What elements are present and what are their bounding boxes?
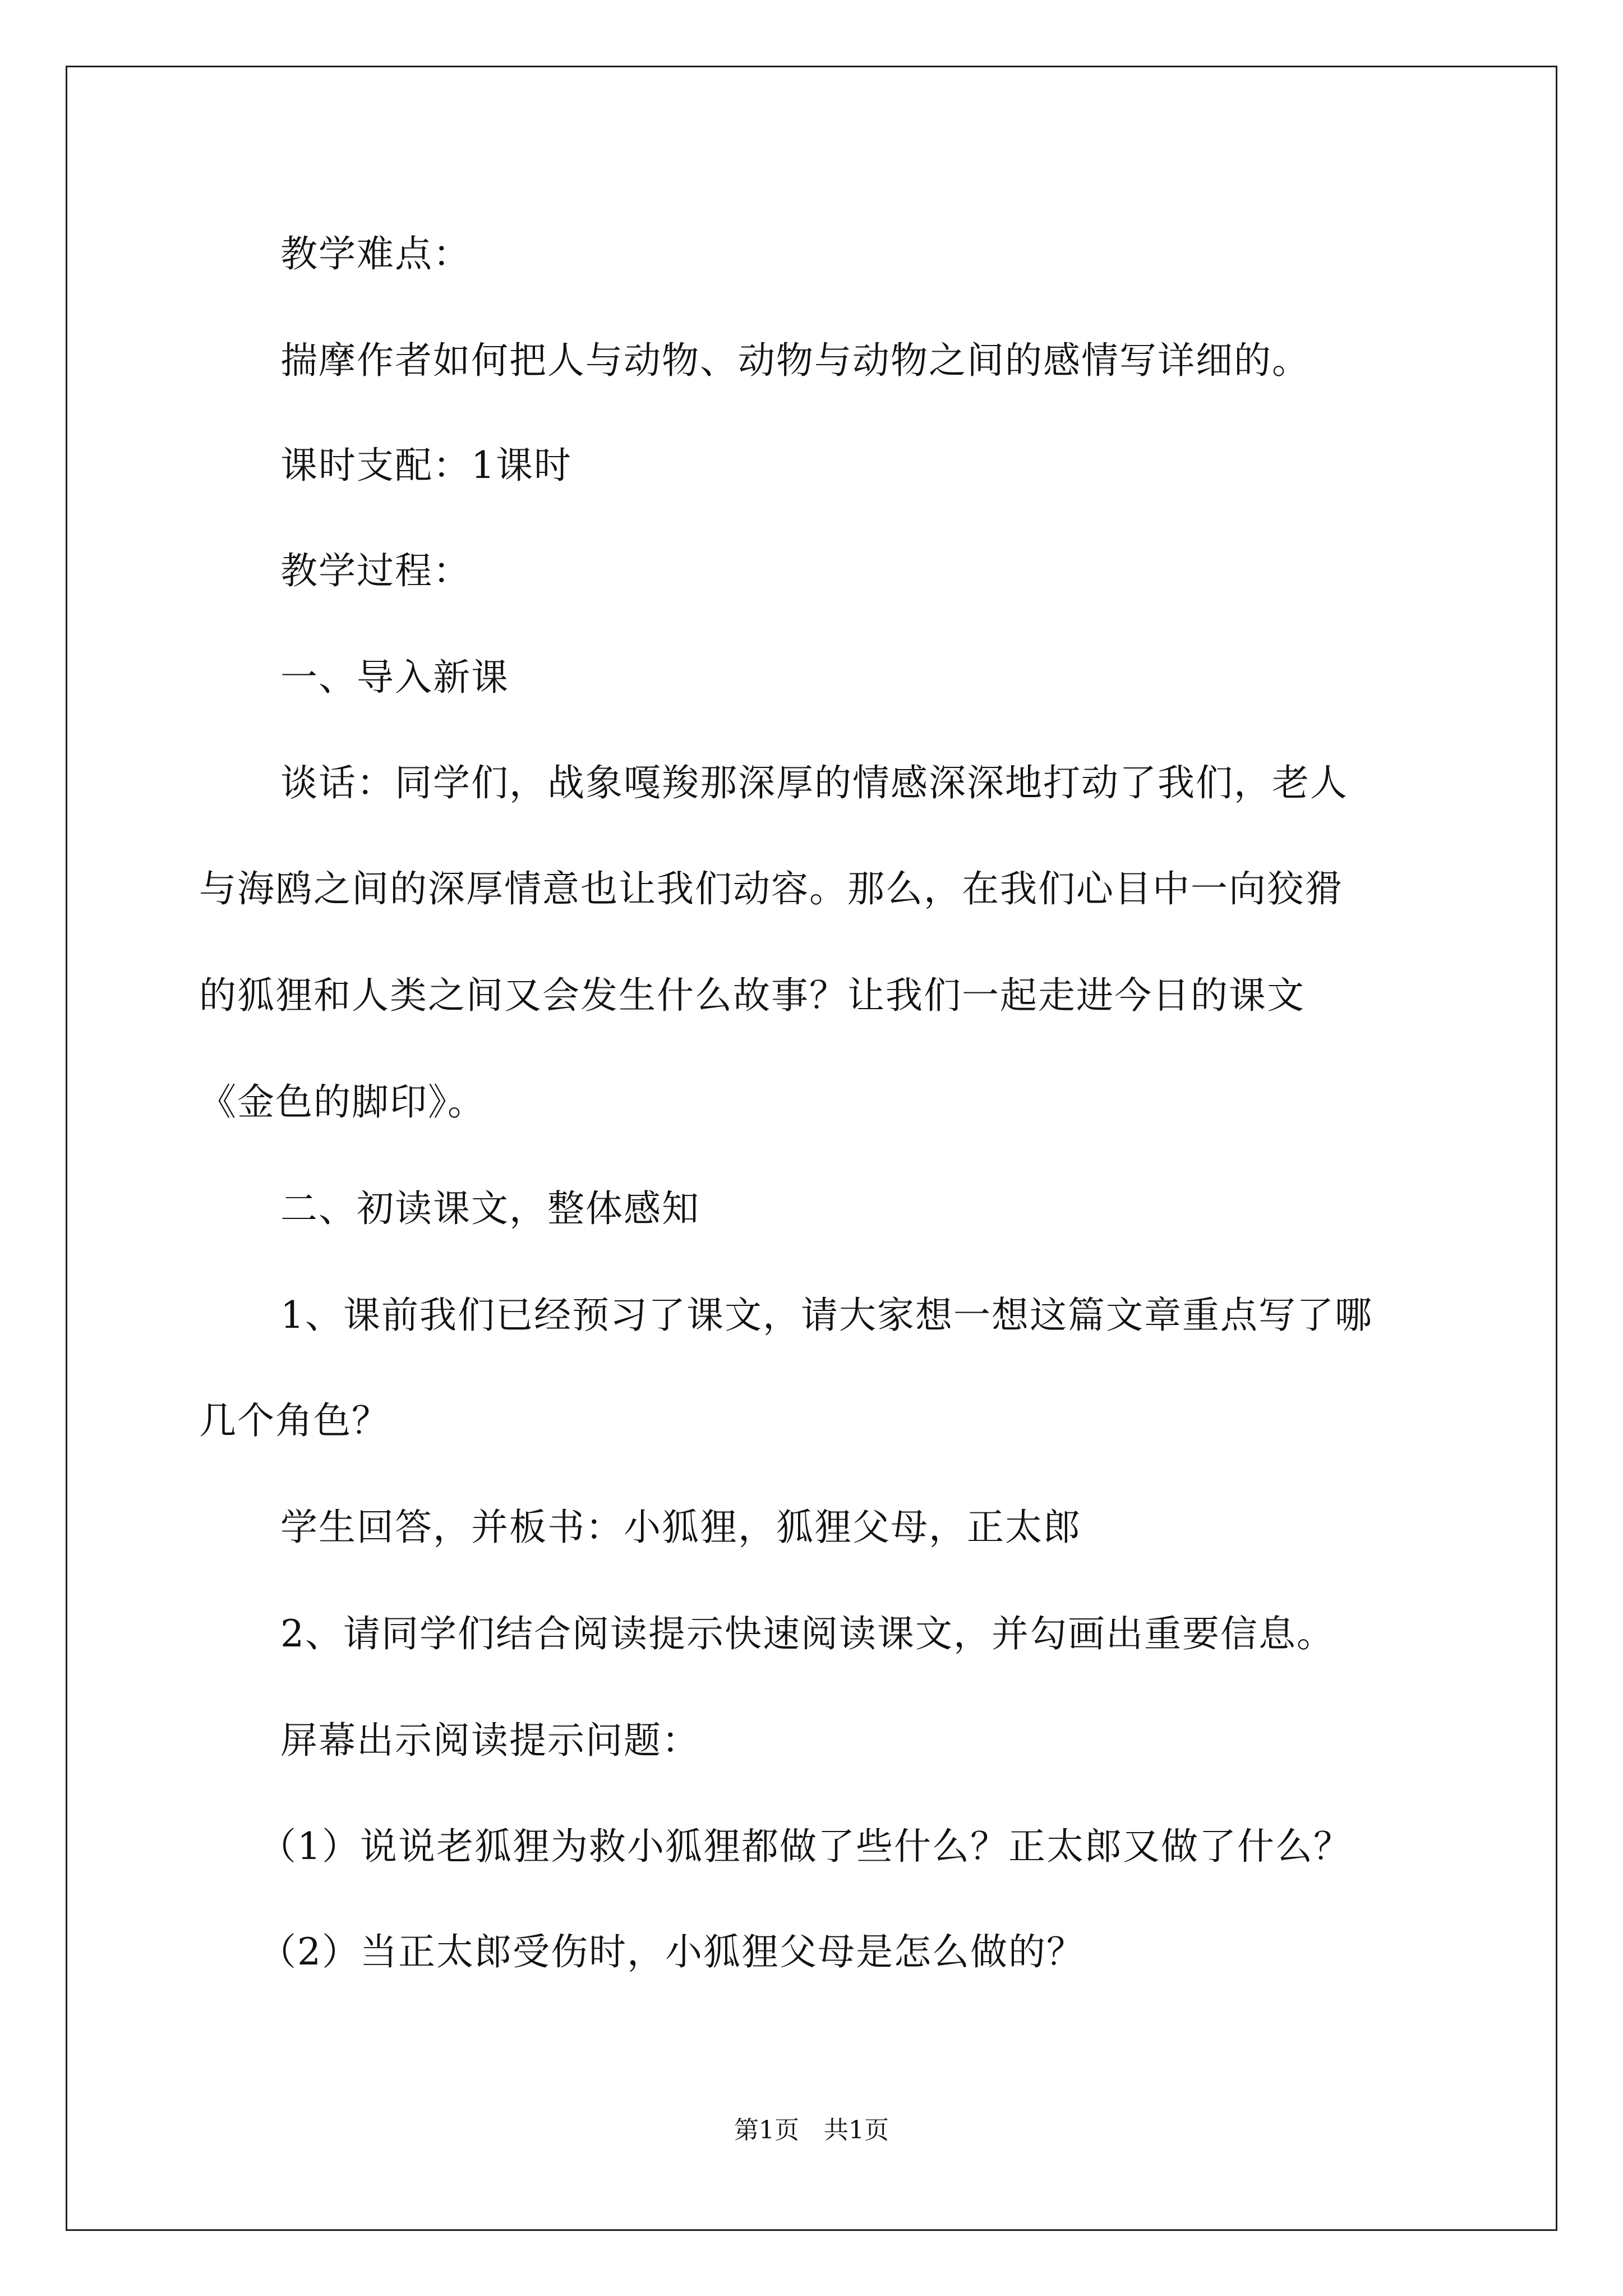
page-border — [66, 66, 1557, 2231]
text-line-difficulty-content: 揣摩作者如何把人与动物、动物与动物之间的感情写详细的。 — [280, 339, 1310, 382]
text-line-prompt-one: （1）说说老狐狸为救小狐狸都做了些什么？正太郎又做了什么？ — [259, 1825, 1352, 1868]
text-line-prompt-two: （2）当正太郎受伤时，小狐狸父母是怎么做的？ — [259, 1930, 1085, 1973]
text-line-paragraph: 谈话：同学们，战象嘎羧那深厚的情感深深地打动了我们，老人 — [280, 761, 1348, 804]
text-line-difficulty-heading: 教学难点： — [280, 232, 471, 275]
text-line-paragraph: 《金色的脚印》。 — [199, 1080, 486, 1124]
page-footer: 第1页 共1页 — [734, 2116, 889, 2145]
text-line-class-hours: 课时支配：1课时 — [280, 444, 572, 487]
text-line-question-one: 1、课前我们已经预习了课文，请大家想一想这篇文章重点写了哪 — [280, 1294, 1373, 1337]
text-line-paragraph: 与海鸥之间的深厚情意也让我们动容。那么，在我们心目中一向狡猾 — [199, 867, 1343, 910]
text-line-process-heading: 教学过程： — [280, 549, 471, 592]
text-line-paragraph: 的狐狸和人类之间又会发生什么故事？让我们一起走进今日的课文 — [199, 974, 1305, 1017]
text-line-section-two: 二、初读课文，整体感知 — [280, 1187, 700, 1230]
text-line-student-answer: 学生回答，并板书：小狐狸，狐狸父母，正太郎 — [280, 1506, 1081, 1549]
text-line-screen-prompt: 屏幕出示阅读提示问题： — [280, 1719, 700, 1762]
text-line-question-one-cont: 几个角色？ — [199, 1399, 390, 1442]
text-line-question-two: 2、请同学们结合阅读提示快速阅读课文，并勾画出重要信息。 — [280, 1612, 1335, 1655]
text-line-section-one: 一、导入新课 — [280, 656, 509, 699]
